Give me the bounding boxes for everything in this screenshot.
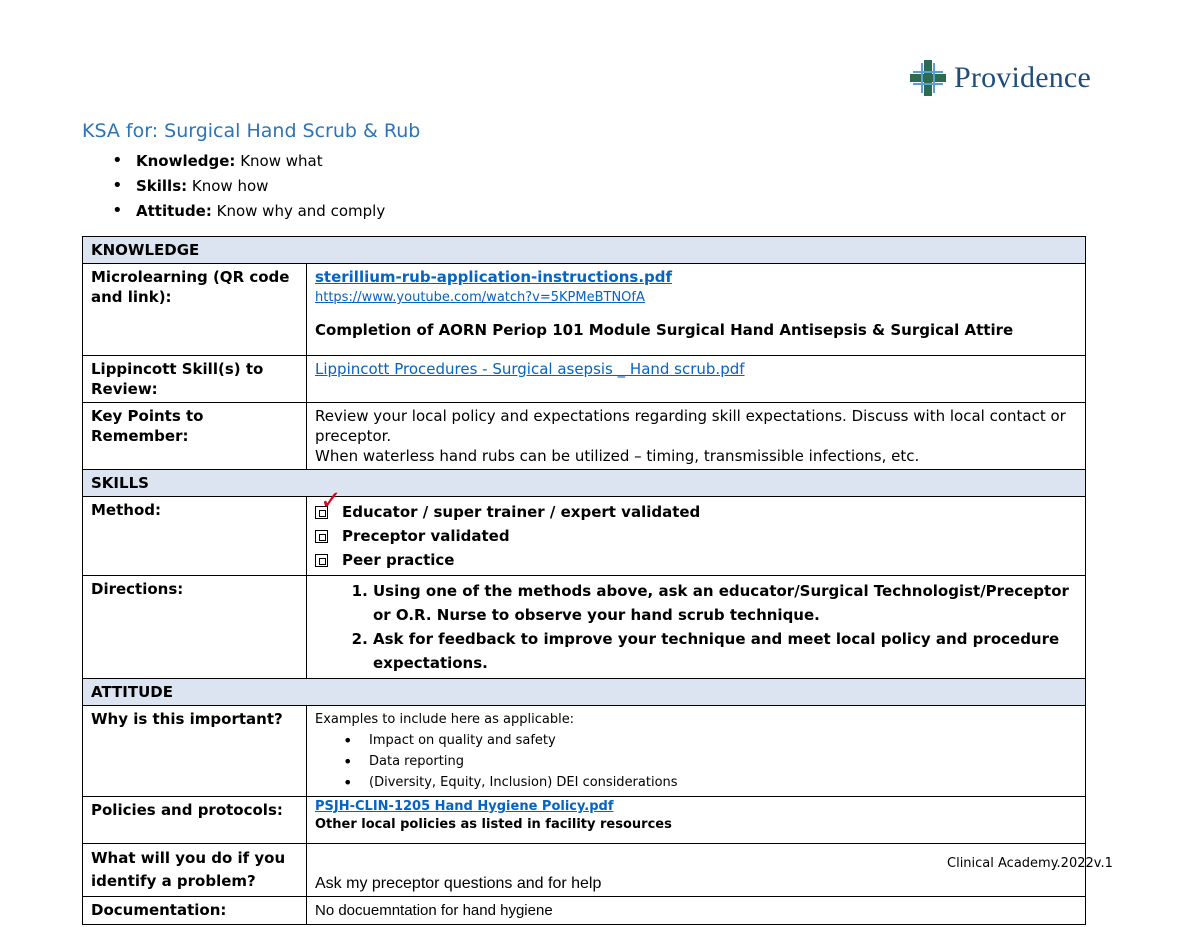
list-item: 2. Ask for feedback to improve your technique and meet local policy and procedure expectations. xyxy=(373,627,1077,675)
problem-answer: Ask my preceptor questions and for help xyxy=(315,875,602,892)
list-item: • Data reporting xyxy=(369,751,1077,772)
method-label: Method: xyxy=(83,497,307,576)
page-title: KSA for: Surgical Hand Scrub & Rub xyxy=(82,120,421,142)
list-item: • (Diversity, Equity, Inclusion) DEI considerations xyxy=(369,772,1077,793)
sterillium-link[interactable]: sterillium-rub-application-instructions.pdf xyxy=(315,268,673,286)
providence-cross-icon xyxy=(910,60,946,96)
why-important-cell: Examples to include here as applicable: • Impact on quality and safety • Data reporting • (Diversity, Equity, Inclusion) DEI considerations xyxy=(307,706,1086,797)
directions-cell xyxy=(307,576,1086,679)
policies-cell: PSJH-CLIN-1205 Hand Hygiene Policy.pdf Other local policies as listed in facility resources xyxy=(307,797,1086,844)
problem-label: What will you do if you identify a problem? xyxy=(83,844,307,897)
lippincott-link[interactable]: Lippincott Procedures - Surgical asepsis _ Hand scrub.pdf xyxy=(315,360,745,378)
list-item: • Attitude: Know why and comply xyxy=(112,200,385,225)
policies-label: Policies and protocols: xyxy=(83,797,307,844)
documentation-answer: No docuemntation for hand hygiene xyxy=(315,902,553,919)
list-item: • Knowledge: Know what xyxy=(112,150,385,175)
skills-header: SKILLS xyxy=(83,470,1086,497)
aorn-completion-text: Completion of AORN Periop 101 Module Surgical Hand Antisepsis & Surgical Attire xyxy=(315,321,1014,339)
list-item: • Skills: Know how xyxy=(112,175,385,200)
youtube-link[interactable]: https://www.youtube.com/watch?v=5KPMeBTNOfA xyxy=(315,290,645,305)
method-cell xyxy=(307,485,1086,576)
checkbox-icon[interactable] xyxy=(315,530,328,543)
method-option[interactable]: Peer practice xyxy=(315,548,1077,572)
ksa-table xyxy=(82,236,1086,925)
directions-label: Directions: xyxy=(83,576,307,679)
providence-logo xyxy=(910,60,1091,96)
microlearning-cell xyxy=(307,264,1086,356)
key-points-label: Key Points to Remember: xyxy=(83,403,307,470)
documentation-label: Documentation: xyxy=(83,897,307,925)
method-option[interactable]: ✓ Educator / super trainer / expert validated xyxy=(315,500,1077,524)
list-item: 1. Using one of the methods above, ask an educator/Surgical Technologist/Preceptor or O.R. Nurse to observe your hand scrub technique. xyxy=(373,579,1077,627)
method-option[interactable]: Preceptor validated xyxy=(315,524,1077,548)
knowledge-header: KNOWLEDGE xyxy=(83,237,1086,264)
checkbox-icon[interactable] xyxy=(315,485,342,519)
ksa-bullet-list xyxy=(112,150,385,225)
microlearning-label: Microlearning (QR code and link): xyxy=(83,264,307,356)
footer-version: Clinical Academy.2022v.1 xyxy=(947,856,1113,871)
attitude-header: ATTITUDE xyxy=(83,679,1086,706)
key-points-cell: Review your local policy and expectations regarding skill expectations. Discuss with local contact or preceptor. When waterless hand rubs can be utilized – timing, transmissible infections, etc. xyxy=(307,403,1086,470)
checkmark-icon: ✓ xyxy=(320,485,342,516)
logo-wordmark: Providence xyxy=(954,61,1091,94)
checkbox-icon[interactable] xyxy=(315,554,328,567)
list-item: • Impact on quality and safety xyxy=(369,730,1077,751)
hand-hygiene-policy-link[interactable]: PSJH-CLIN-1205 Hand Hygiene Policy.pdf xyxy=(315,799,614,814)
why-important-label: Why is this important? xyxy=(83,706,307,797)
lippincott-label: Lippincott Skill(s) to Review: xyxy=(83,356,307,403)
